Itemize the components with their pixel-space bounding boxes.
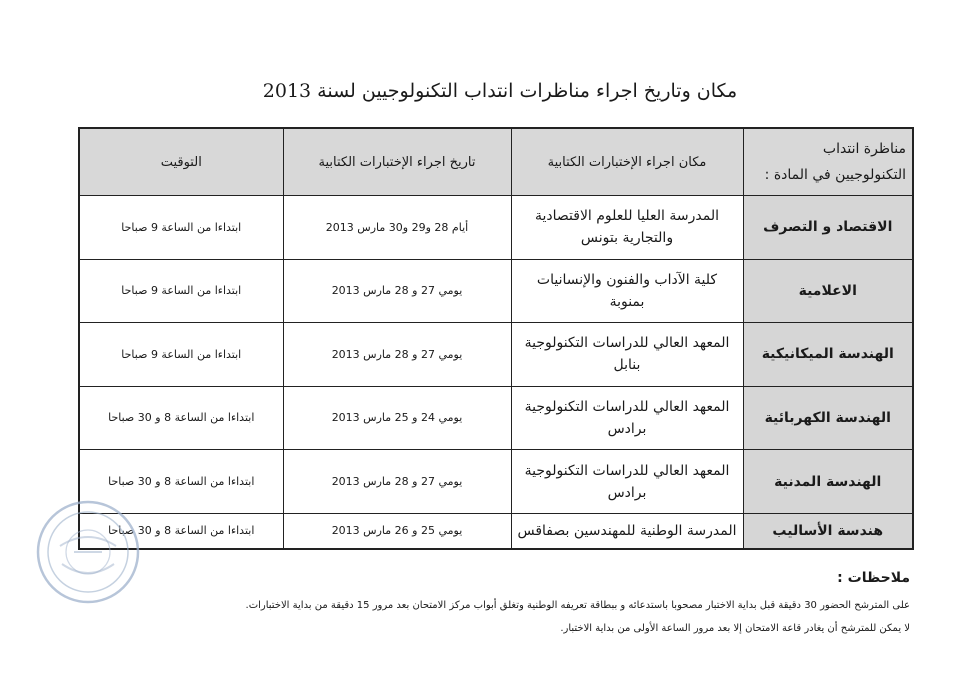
row-time: ابتداءا من الساعة 8 و 30 صباحا xyxy=(79,450,283,514)
row-place: المدرسة العليا للعلوم الاقتصادية والتجارية بتونس xyxy=(511,196,743,260)
header-subject: مناظرة انتداب التكنولوجيين في المادة : xyxy=(743,128,913,196)
row-place: المعهد العالي للدراسات التكنولوجية برادس xyxy=(511,386,743,450)
row-subject: الاقتصاد و التصرف xyxy=(743,196,913,260)
row-place: المدرسة الوطنية للمهندسين بصفاقس xyxy=(511,513,743,549)
row-place: كلية الآداب والفنون والإنسانيات بمنوبة xyxy=(511,259,743,323)
header-place: مكان اجراء الإختبارات الكتابية xyxy=(511,128,743,196)
row-place: المعهد العالي للدراسات التكنولوجية برادس xyxy=(511,450,743,514)
table-row xyxy=(79,386,913,450)
row-time: ابتداءا من الساعة 8 و 30 صباحا xyxy=(79,386,283,450)
row-date: يومي 27 و 28 مارس 2013 xyxy=(283,323,511,387)
row-subject: هندسة الأساليب xyxy=(743,513,913,549)
row-subject: الهندسة الميكانيكية xyxy=(743,323,913,387)
note-line: على المترشح الحضور 30 دقيقة قبل بداية الاختبار مصحوبا باستدعائه و ببطاقة تعريفه الوطنية وتغلق أبواب مركز الامتحان بعد مرور 15 دقيقة من بداية الاختبارات. xyxy=(245,600,910,611)
header-date: تاريخ اجراء الإختبارات الكتابية xyxy=(283,128,511,196)
table-row xyxy=(79,450,913,514)
row-place: المعهد العالي للدراسات التكنولوجية بنابل xyxy=(511,323,743,387)
table-row xyxy=(79,196,913,260)
page-title: مكان وتاريخ اجراء مناظرات انتداب التكنولوجيين لسنة 2013 xyxy=(262,80,738,102)
row-date: يومي 27 و 28 مارس 2013 xyxy=(283,450,511,514)
row-time: ابتداءا من الساعة 9 صباحا xyxy=(79,196,283,260)
notes-section xyxy=(80,570,910,646)
row-date: يومي 25 و 26 مارس 2013 xyxy=(283,513,511,549)
table-row xyxy=(79,513,913,549)
table-row xyxy=(79,323,913,387)
row-time: ابتداءا من الساعة 9 صباحا xyxy=(79,323,283,387)
row-subject: الهندسة المدنية xyxy=(743,450,913,514)
table-header-row xyxy=(79,128,913,196)
row-subject: الهندسة الكهربائية xyxy=(743,386,913,450)
row-time: ابتداءا من الساعة 9 صباحا xyxy=(79,259,283,323)
row-date: يومي 24 و 25 مارس 2013 xyxy=(283,386,511,450)
row-date: أيام 28 و29 و30 مارس 2013 xyxy=(283,196,511,260)
table-row xyxy=(79,259,913,323)
schedule-table xyxy=(78,127,914,550)
row-time: ابتداءا من الساعة 8 و 30 صباحا xyxy=(79,513,283,549)
notes-heading: ملاحظات : xyxy=(837,570,910,586)
row-date: يومي 27 و 28 مارس 2013 xyxy=(283,259,511,323)
note-line: لا يمكن للمترشح أن يغادر قاعة الامتحان إلا بعد مرور الساعة الأولى من بداية الاختبار. xyxy=(560,623,910,634)
row-subject: الاعلامية xyxy=(743,259,913,323)
header-time: التوقيت xyxy=(79,128,283,196)
